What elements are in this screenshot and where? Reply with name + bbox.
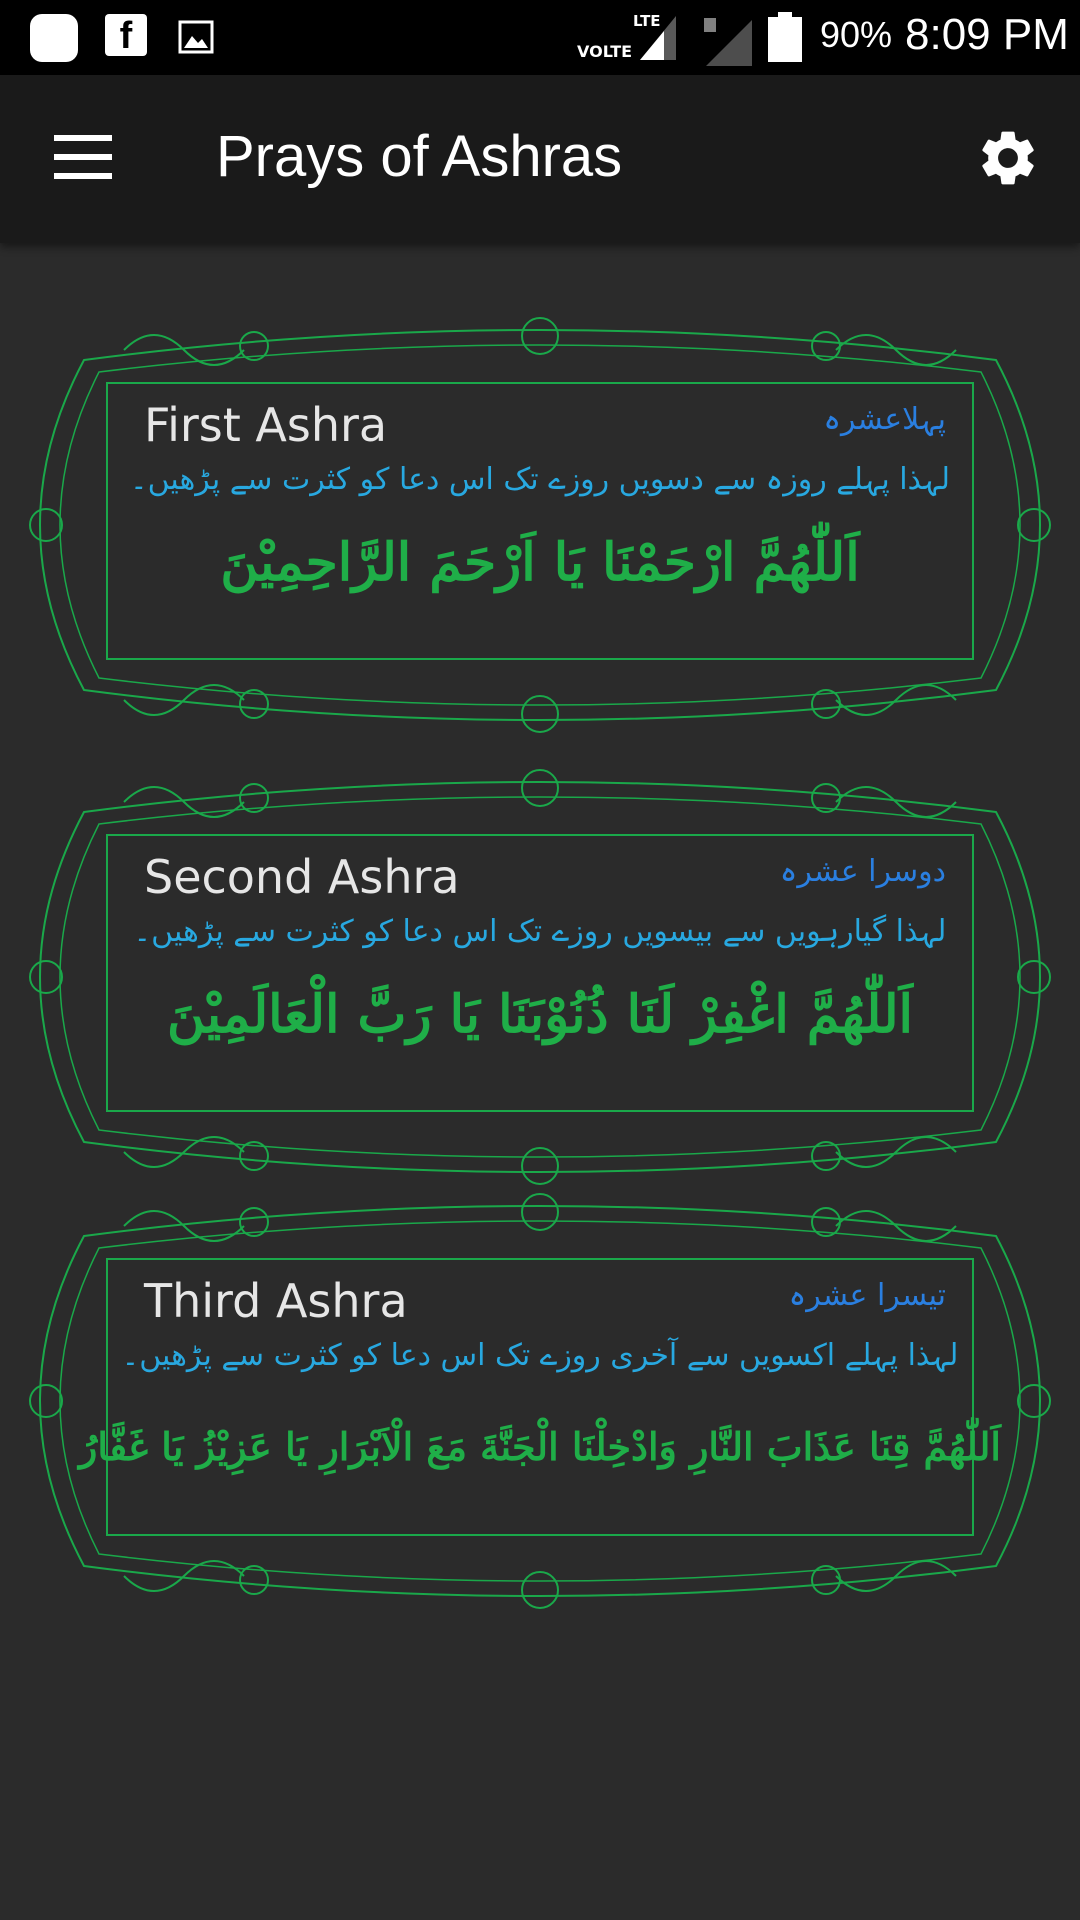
battery-percentage: 90%	[820, 14, 893, 55]
hamburger-menu-icon[interactable]	[54, 135, 112, 179]
card-dua: اَللّٰهُمَّ ارْحَمْنَا يَا اَرْحَمَ الرَّاحِمِيْنَ	[220, 532, 860, 593]
network-type-volte: VOLTE	[577, 42, 633, 61]
card-urdu-heading: پہلاعشرہ	[823, 402, 946, 437]
ashra-card-third[interactable]	[24, 1186, 1056, 1616]
network-type-lte: LTE	[633, 12, 661, 30]
card-urdu-heading: دوسرا عشرہ	[779, 854, 946, 889]
signal-strength-sim2-icon	[702, 16, 752, 66]
gallery-icon	[178, 20, 214, 54]
app-bar	[0, 75, 1080, 243]
card-urdu-heading: تیسرا عشرہ	[788, 1278, 946, 1313]
ashra-card-first[interactable]	[24, 310, 1056, 740]
status-bar	[0, 0, 1080, 75]
gear-icon[interactable]	[975, 125, 1041, 191]
card-dua: اَللّٰهُمَّ اغْفِرْ لَنَا ذُنُوْبَنَا يَا رَبَّ الْعَالَمِيْنَ	[166, 984, 913, 1045]
page-title: Prays of Ashras	[216, 124, 623, 189]
card-instruction: لہذا گیارہویں سے بیسویں روزے تک اس دعا کو کثرت سے پڑھیں۔	[133, 914, 947, 949]
card-instruction: لہذا پہلے اکسویں سے آخری روزے تک اس دعا کو کثرت سے پڑھیں۔	[121, 1338, 959, 1373]
card-title: First Ashra	[144, 398, 388, 452]
card-dua: اَللّٰهُمَّ قِنَا عَذَابَ النَّارِ وَادْخِلْنَا الْجَنَّةَ مَعَ الْاَبْرَارِ يَا عَزِيْزُ يَا غَفَّارُ	[79, 1424, 1001, 1469]
status-time: 8:09 PM	[905, 10, 1069, 59]
ashra-card-second[interactable]	[24, 762, 1056, 1192]
card-instruction: لہذا پہلے روزہ سے دسویں روزے تک اس دعا کو کثرت سے پڑھیں۔	[129, 462, 951, 497]
card-title: Second Ashra	[144, 850, 460, 904]
notification-app-icon	[30, 14, 78, 62]
facebook-icon: f	[105, 14, 147, 56]
battery-icon	[768, 12, 802, 62]
card-title: Third Ashra	[144, 1274, 408, 1328]
signal-strength-icon	[640, 16, 676, 60]
